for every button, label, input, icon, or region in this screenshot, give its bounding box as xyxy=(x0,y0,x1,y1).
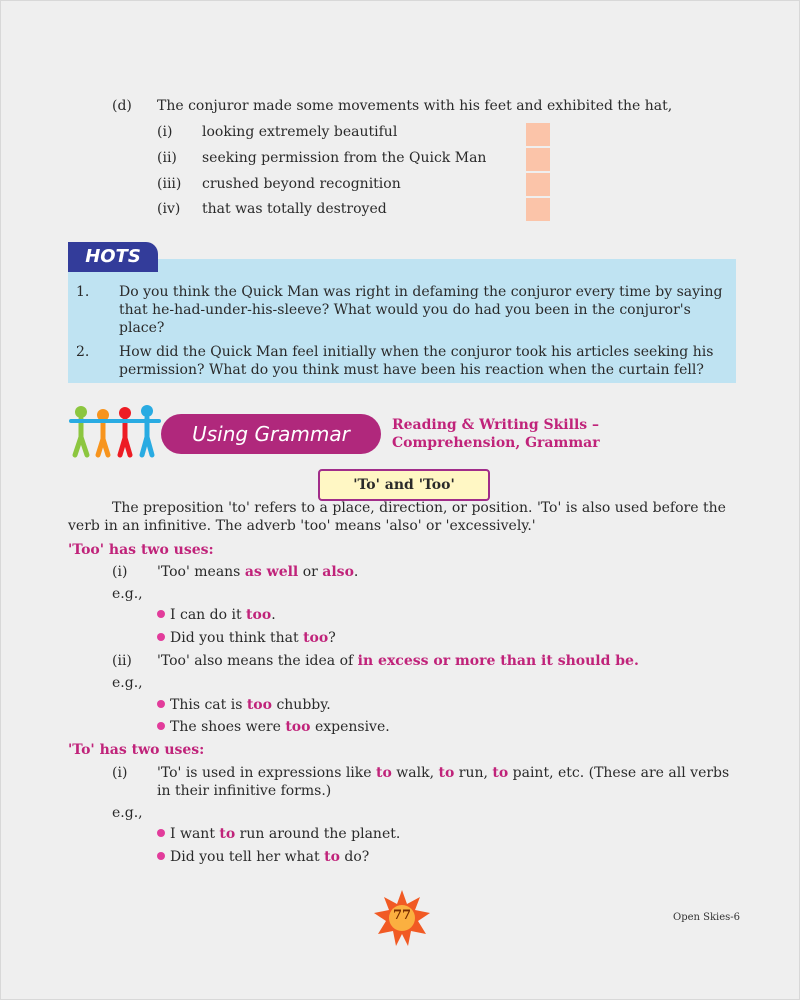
question-d-label: (d) xyxy=(112,98,132,114)
hots-q1-num: 1. xyxy=(76,284,90,300)
example-5: I want to run around the planet. xyxy=(157,825,400,843)
topic-box: 'To' and 'Too' xyxy=(318,469,490,501)
book-title: Open Skies-6 xyxy=(673,912,741,923)
hots-q1-line: Do you think the Quick Man was right in defaming the conjuror every time by saying xyxy=(119,284,723,300)
bullet-icon xyxy=(157,633,165,641)
bullet-icon xyxy=(157,722,165,730)
children-holding-hands-icon xyxy=(67,403,163,459)
to-i-line-1: 'To' is used in expressions like to walk, to run, to paint, etc. (These are all verbs xyxy=(157,765,730,781)
eg-label: e.g., xyxy=(112,675,143,691)
option-text: that was totally destroyed xyxy=(202,201,387,217)
skills-line-2: Comprehension, Grammar xyxy=(392,435,600,451)
eg-label: e.g., xyxy=(112,586,143,602)
answer-box-1[interactable] xyxy=(526,123,550,146)
option-num: (ii) xyxy=(157,150,177,166)
using-grammar-banner: Using Grammar xyxy=(161,414,381,454)
answer-box-3[interactable] xyxy=(526,173,550,196)
hots-q2-num: 2. xyxy=(76,344,90,360)
bullet-icon xyxy=(157,829,165,837)
example-4: The shoes were too expensive. xyxy=(157,718,390,736)
hots-q1-line: place? xyxy=(119,320,165,336)
to-heading: 'To' has two uses: xyxy=(68,742,205,758)
option-num: (iv) xyxy=(157,201,181,217)
too-i-num: (i) xyxy=(112,564,128,580)
hots-title: HOTS xyxy=(68,242,158,272)
hots-q1-line: that he-had-under-his-sleeve? What would you do had you been in the conjuror's xyxy=(119,302,691,318)
bullet-icon xyxy=(157,700,165,708)
hots-q2-line: How did the Quick Man feel initially when the conjuror took his articles seeking his xyxy=(119,344,714,360)
example-1: I can do it too. xyxy=(157,606,276,624)
answer-box-2[interactable] xyxy=(526,148,550,171)
hots-q2-line: permission? What do you think must have been his reaction when the curtain fell? xyxy=(119,362,704,378)
answer-box-4[interactable] xyxy=(526,198,550,221)
example-2: Did you think that too? xyxy=(157,629,336,647)
example-6: Did you tell her what to do? xyxy=(157,848,369,866)
question-d-text: The conjuror made some movements with his feet and exhibited the hat, xyxy=(157,98,673,114)
example-3: This cat is too chubby. xyxy=(157,696,331,714)
intro-line-2: verb in an infinitive. The adverb 'too' means 'also' or 'excessively.' xyxy=(68,518,536,534)
page-number: 77 xyxy=(392,908,412,923)
bullet-icon xyxy=(157,610,165,618)
too-i-line: 'Too' means as well or also. xyxy=(157,564,359,580)
option-num: (iii) xyxy=(157,176,182,192)
intro-line-1: The preposition 'to' refers to a place, direction, or position. 'To' is also used before the xyxy=(112,500,726,516)
option-text: looking extremely beautiful xyxy=(202,124,398,140)
option-text: seeking permission from the Quick Man xyxy=(202,150,487,166)
option-num: (i) xyxy=(157,124,173,140)
too-ii-num: (ii) xyxy=(112,653,132,669)
to-i-line-2: in their infinitive forms.) xyxy=(157,783,332,799)
bullet-icon xyxy=(157,852,165,860)
skills-line-1: Reading & Writing Skills – xyxy=(392,417,600,433)
eg-label: e.g., xyxy=(112,805,143,821)
to-i-num: (i) xyxy=(112,765,128,781)
option-text: crushed beyond recognition xyxy=(202,176,401,192)
too-heading: 'Too' has two uses: xyxy=(68,542,214,558)
too-ii-line: 'Too' also means the idea of in excess or more than it should be. xyxy=(157,653,639,669)
